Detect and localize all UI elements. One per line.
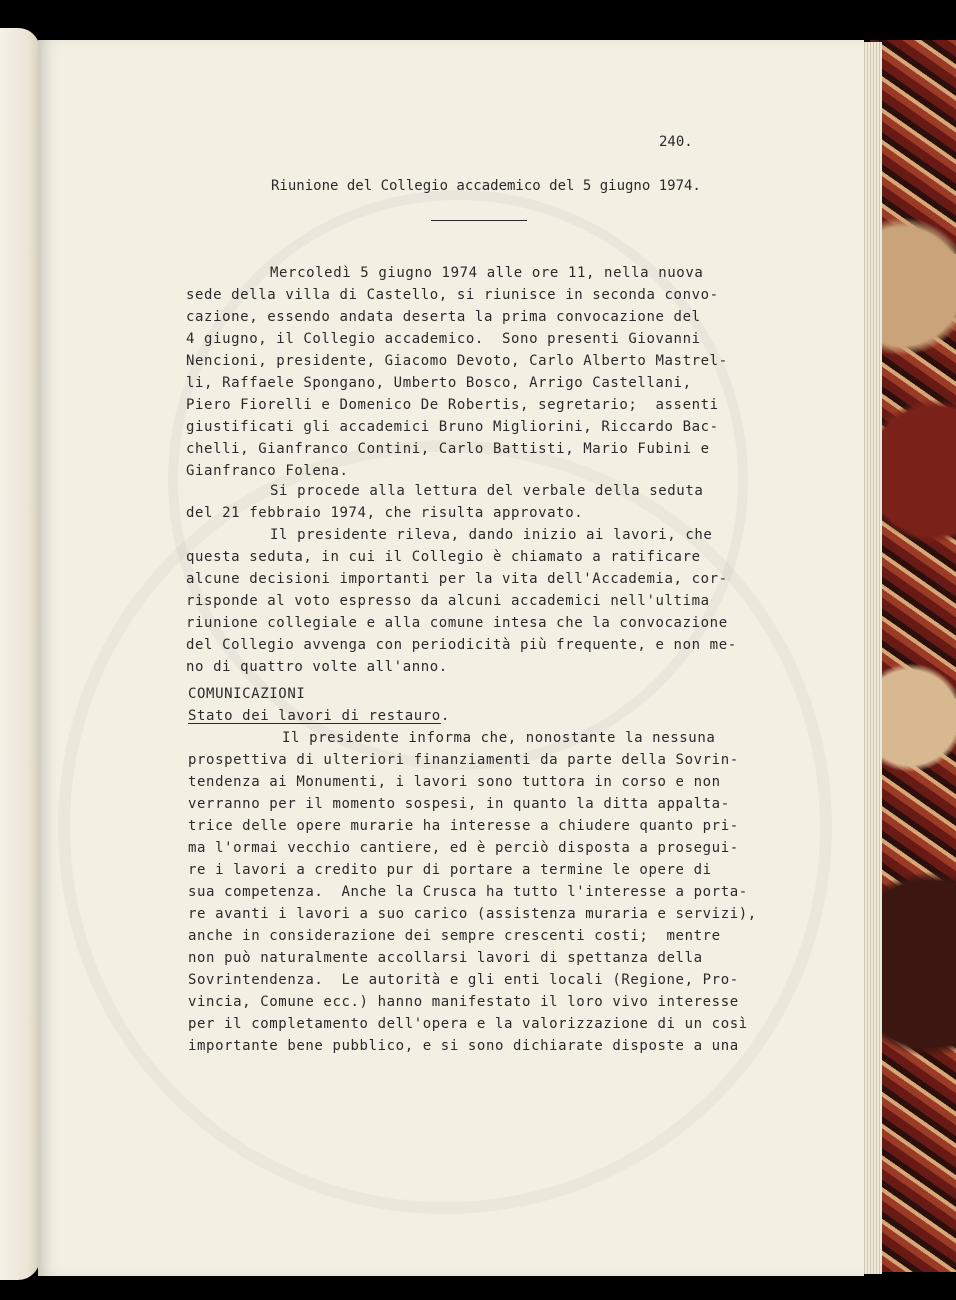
paragraph-line: Gianfranco Folena.: [186, 463, 349, 479]
paragraph-line: anche in considerazione dei sempre crescenti costi; mentre: [188, 928, 721, 944]
paragraph-line: del 21 febbraio 1974, che risulta approvato.: [186, 505, 584, 521]
paragraph-line: questa seduta, in cui il Collegio è chiamato a ratificare: [186, 549, 701, 565]
paragraph-line: Il presidente rileva, dando inizio ai lavori, che: [270, 527, 713, 543]
paragraph-line: giustificati gli accademici Bruno Migliorini, Riccardo Bac-: [186, 419, 719, 435]
subsection-heading-text: Stato dei lavori di restauro: [188, 708, 441, 724]
paragraph-line: non può naturalmente accollarsi lavori di spettanza della: [188, 950, 703, 966]
marbled-cover: [870, 40, 956, 1272]
paragraph-line: Il presidente informa che, nonostante la nessuna: [282, 730, 716, 746]
subsection-heading: [188, 708, 450, 724]
page-title: Riunione del Collegio accademico del 5 giugno 1974.: [271, 178, 701, 194]
paragraph-line: risponde al voto espresso da alcuni accademici nell'ultima: [186, 593, 710, 609]
facing-page-edge: [0, 28, 40, 1280]
paragraph-line: Nencioni, presidente, Giacomo Devoto, Carlo Alberto Mastrel-: [186, 353, 728, 369]
paragraph-line: chelli, Gianfranco Contini, Carlo Battisti, Mario Fubini e: [186, 441, 710, 457]
paragraph-line: per il completamento dell'opera e la valorizzazione di un così: [188, 1016, 748, 1032]
paragraph-line: prospettiva di ulteriori finanziamenti da parte della Sovrin-: [188, 752, 739, 768]
page-number: 240.: [659, 134, 693, 150]
paragraph-line: ma l'ormai vecchio cantiere, ed è perciò disposta a prosegui-: [188, 840, 739, 856]
paragraph-line: tendenza ai Monumenti, i lavori sono tuttora in corso e non: [188, 774, 721, 790]
section-heading: COMUNICAZIONI: [188, 686, 306, 702]
paragraph-line: riunione collegiale e alla comune intesa che la convocazione: [186, 615, 728, 631]
page-stack-edges: [862, 42, 882, 1274]
paragraph-line: alcune decisioni importanti per la vita dell'Accademia, cor-: [186, 571, 728, 587]
paragraph-line: re i lavori a credito pur di portare a termine le opere di: [188, 862, 712, 878]
paragraph-line: sua competenza. Anche la Crusca ha tutto l'interesse a porta-: [188, 884, 748, 900]
paragraph-line: Mercoledì 5 giugno 1974 alle ore 11, nella nuova: [270, 265, 704, 281]
title-underline-rule: [431, 220, 527, 221]
paragraph-line: 4 giugno, il Collegio accademico. Sono presenti Giovanni: [186, 331, 701, 347]
paragraph-line: verranno per il momento sospesi, in quanto la ditta appalta-: [188, 796, 730, 812]
paragraph-line: Piero Fiorelli e Domenico De Robertis, segretario; assenti: [186, 397, 719, 413]
paragraph-line: del Collegio avvenga con periodicità più frequente, e non me-: [186, 637, 737, 653]
paragraph-line: sede della villa di Castello, si riunisce in seconda convo-: [186, 287, 719, 303]
paragraph-line: Sovrintendenza. Le autorità e gli enti locali (Regione, Pro-: [188, 972, 739, 988]
paragraph-line: trice delle opere murarie ha interesse a chiudere quanto pri-: [188, 818, 739, 834]
subsection-heading-period: .: [440, 708, 450, 724]
paragraph-line: vincia, Comune ecc.) hanno manifestato il loro vivo interesse: [188, 994, 739, 1010]
paragraph-line: no di quattro volte all'anno.: [186, 659, 448, 675]
document-page: [38, 40, 864, 1276]
paragraph-line: importante bene pubblico, e si sono dichiarate disposte a una: [188, 1038, 739, 1054]
paragraph-line: Si procede alla lettura del verbale della seduta: [270, 483, 704, 499]
paragraph-line: li, Raffaele Spongano, Umberto Bosco, Arrigo Castellani,: [186, 375, 692, 391]
paragraph-line: re avanti i lavori a suo carico (assistenza muraria e servizi),: [188, 906, 757, 922]
paragraph-line: cazione, essendo andata deserta la prima convocazione del: [186, 309, 701, 325]
